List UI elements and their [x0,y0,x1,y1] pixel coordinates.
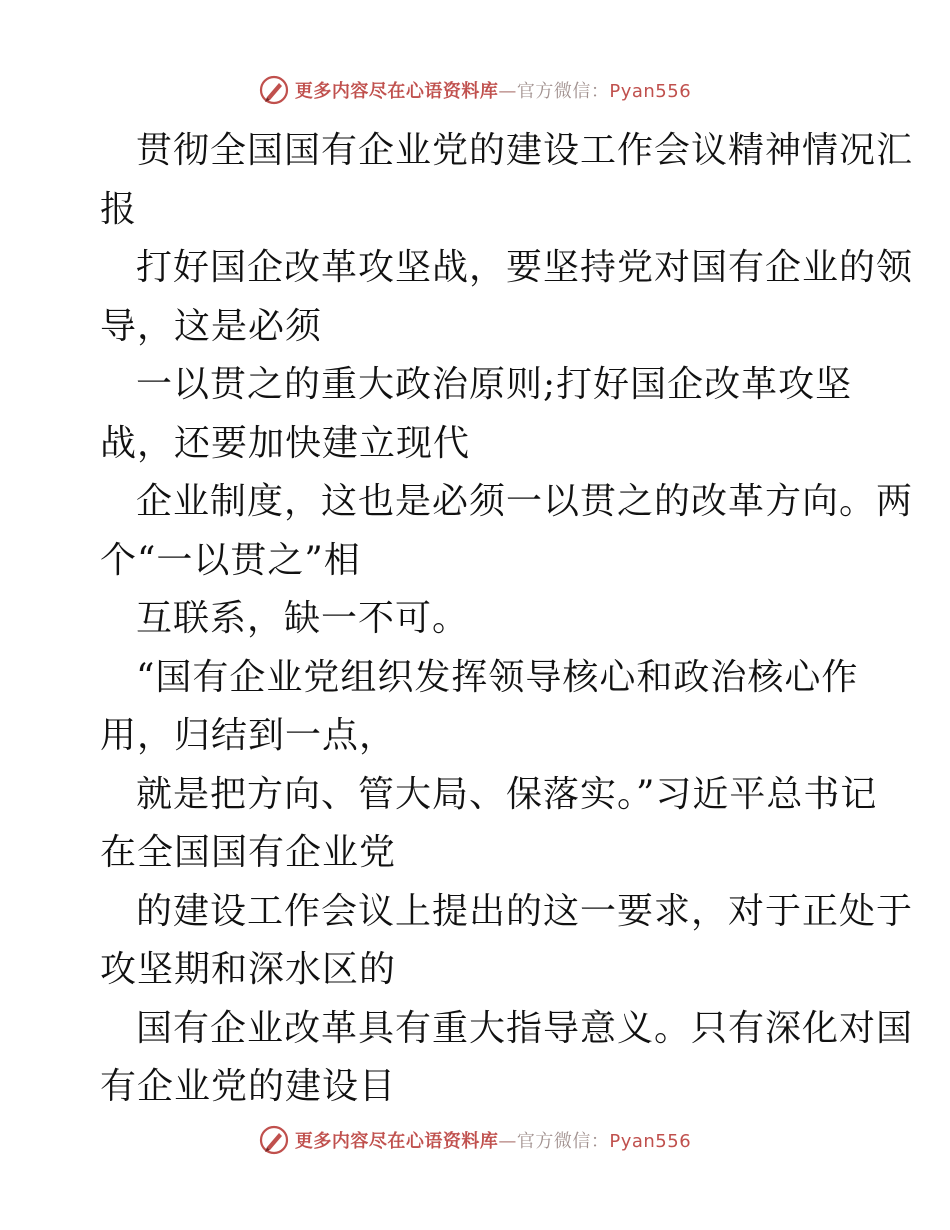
footer-wechat-label: 官方微信： [516,1131,610,1152]
footer-banner [0,1122,950,1158]
pen-logo-icon [259,75,289,105]
paragraph-line: 战，还要加快建立现代 [100,422,471,464]
paragraph-line: 个“一以贯之”相 [100,539,361,581]
document-body [100,122,914,1117]
paragraph-line: 打好国企改革攻坚战，要坚持党对国有企业的领 [136,247,914,288]
header-banner-main: 更多内容尽在心语资料库 [294,81,499,102]
paragraph-line: “国有企业党组织发挥领导核心和政治核心作 [136,656,859,698]
header-wechat-id: Pyan556 [609,81,692,102]
header-banner [0,72,950,108]
footer-banner-text [295,1127,691,1153]
paragraph-line: 的建设工作会议上提出的这一要求，对于正处于 [136,890,914,932]
document-title-line-1: 贯彻全国国有企业党的建设工作会议精神情况汇 [136,130,914,171]
paragraph-line: 企业制度，这也是必须一以贯之的改革方向。两 [136,481,914,522]
header-wechat-label: 官方微信： [516,81,610,102]
footer-banner-separator: — [498,1131,517,1152]
paragraph-line: 国有企业改革具有重大指导意义。只有深化对国 [136,1007,914,1049]
document-title-line-2: 报 [100,188,138,230]
paragraph-line: 一以贯之的重大政治原则;打好国企改革攻坚 [136,364,853,405]
paragraph-line: 攻坚期和深水区的 [100,949,397,990]
footer-banner-main: 更多内容尽在心语资料库 [294,1131,499,1152]
paragraph-line: 就是把方向、管大局、保落实。”习近平总书记 [136,773,878,815]
pen-logo-icon [259,1125,289,1155]
paragraph-line: 互联系，缺一不可。 [136,598,470,639]
paragraph-line: 导，这是必须 [100,305,323,347]
paragraph-line: 有企业党的建设目 [100,1066,397,1107]
header-banner-text [295,77,691,103]
paragraph-line: 在全国国有企业党 [100,832,397,873]
footer-wechat-id: Pyan556 [609,1131,692,1152]
paragraph-line: 用，归结到一点， [100,715,397,756]
header-banner-separator: — [498,81,517,102]
